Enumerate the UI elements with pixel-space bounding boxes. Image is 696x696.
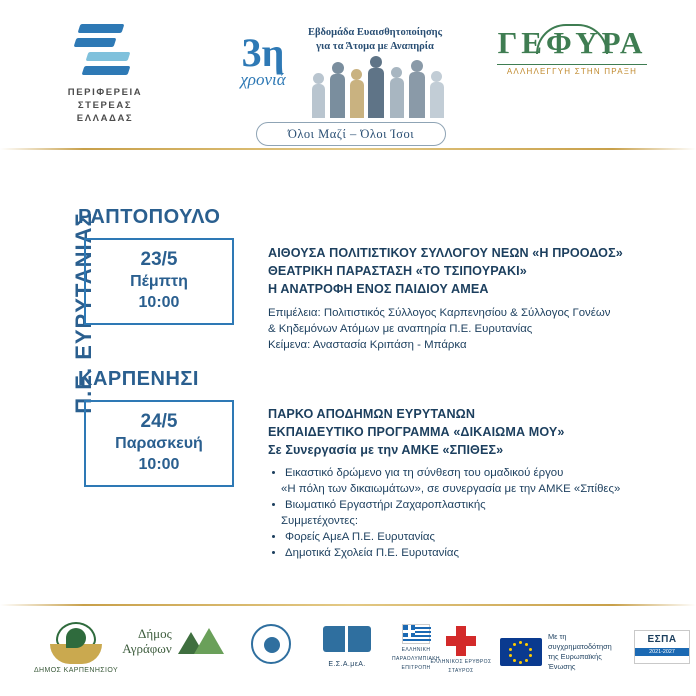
esamea-book-icon [323, 624, 371, 660]
region-unit-label: Π.Ε. ΕΥΡΥΤΑΝΙΑΣ [71, 212, 96, 414]
section-1-time: 10:00 [138, 294, 180, 311]
section-1-detail-3: Κείμενα: Αναστασία Κριπάση - Μπάρκα [268, 339, 467, 351]
footer-logos [0, 612, 696, 696]
campaign-motto: Όλοι Μαζί – Όλοι Ίσοι [256, 122, 446, 146]
bottom-gold-divider [0, 604, 696, 606]
section-2-headline-3: Σε Συνεργασία με την ΑΜΚΕ «ΣΠΙΘΕΣ» [268, 443, 504, 457]
red-cross-caption: ΕΛΛΗΝΙΚΟΣ ΕΡΥΘΡΟΣ ΣΤΑΥΡΟΣ [430, 659, 492, 674]
esamea-caption: Ε.Σ.Α.μεΑ. [328, 661, 366, 668]
campaign-title: Εβδομάδα Ευαισθητοποίησης για τα Άτομα με Αναπηρία [307, 27, 443, 52]
list-item: • Βιωματικό Εργαστήρι Ζαχαροπλαστικής [285, 497, 668, 513]
section-1-headline-1: ΑΙΘΟΥΣΑ ΠΟΛΙΤΙΣΤΙΚΟΥ ΣΥΛΛΟΓΟΥ ΝΕΩΝ «Η ΠΡΟΟΔΟΣ» [268, 246, 623, 260]
section-1-detail-2: & Κηδεμόνων Ατόμων με αναπηρία Π.Ε. Ευρυτανίας [268, 323, 533, 335]
dimos-agrafon-line2: Αγράφων [122, 641, 172, 656]
people-silhouettes-icon [310, 56, 460, 118]
dimos-agrafon-line1: Δήμος [137, 626, 172, 641]
espa-logo [634, 630, 690, 664]
bee-circle-icon [251, 624, 291, 664]
espa-period: 2021-2027 [635, 648, 689, 656]
gefyra-divider [497, 64, 647, 65]
section-1-detail-1: Επιμέλεια: Πολιτιστικός Σύλλογος Καρπενησίου & Σύλλογος Γονέων [268, 307, 611, 319]
region-logo-text: ΠΕΡΙΦΕΡΕΙΑ ΣΤΕΡΕΑΣ ΕΛΛΑΔΑΣ [67, 87, 143, 124]
section-1-content [268, 244, 668, 353]
list-item-cont: «Η πόλη των δικαιωμάτων», σε συνεργασία με την ΑΜΚΕ «Σπίθες» [281, 483, 621, 495]
section-2-datebox [84, 400, 234, 487]
red-cross-icon [444, 624, 478, 658]
mountains-icon [178, 628, 224, 654]
section-2-bullets [268, 465, 668, 561]
anniversary-word: χρονιά [240, 70, 286, 89]
anniversary-badge [224, 30, 302, 90]
anniversary-number: 3η [241, 30, 285, 75]
eu-flag-icon [500, 638, 542, 666]
section-1-details [268, 305, 668, 353]
list-item: • Δημοτικά Σχολεία Π.Ε. Ευρυτανίας [285, 545, 668, 561]
list-item: • Εικαστικό δρώμενο για τη σύνθεση του ομαδικού έργου [285, 465, 668, 481]
list-item: • Φορείς ΑμεΑ Π.Ε. Ευρυτανίας [285, 529, 668, 545]
section-1-place: ΡΑΠΤΟΠΟΥΛΟ [78, 206, 221, 228]
section-2-time: 10:00 [138, 456, 180, 473]
list-item-cont: Συμμετέχοντες: [281, 515, 358, 527]
section-1-weekday: Πέμπτη [130, 273, 188, 290]
section-2-content [268, 405, 668, 561]
espa-box [634, 630, 690, 664]
section-1-date: 23/5 [140, 249, 178, 270]
top-gold-divider [0, 148, 696, 150]
esamea-logo [308, 624, 386, 669]
section-2-date: 24/5 [140, 411, 178, 432]
gefyra-subtitle: ΑΛΛΗΛΕΓΓΥΗ ΣΤΗΝ ΠΡΑΞΗ [506, 67, 638, 76]
section-1-headline-3: Η ΑΝΑΤΡΟΦΗ ΕΝΟΣ ΠΑΙΔΙΟΥ ΑΜΕΑ [268, 282, 489, 296]
karpenisi-crest-icon [48, 622, 104, 666]
dimos-agrafon-logo [118, 626, 228, 656]
region-mark-icon [73, 22, 137, 80]
eu-cofunding-logo [500, 632, 630, 672]
gefyra-wordmark: ΓΕΦΥΡΑ [497, 25, 647, 60]
espa-label: ΕΣΠΑ [647, 634, 677, 645]
section-2-place: ΚΑΡΠΕΝΗΣΙ [78, 368, 199, 390]
section-1-headline-2: ΘΕΑΤΡΙΚΗ ΠΑΡΑΣΤΑΣΗ «ΤΟ ΤΣΙΠΟΥΡΑΚΙ» [268, 264, 527, 278]
section-2-headline-2: ΕΚΠΑΙΔΕΥΤΙΚΟ ΠΡΟΓΡΑΜΜΑ «ΔΙΚΑΙΩΜΑ ΜΟΥ» [268, 425, 565, 439]
eu-cofunding-text [548, 632, 630, 672]
eu-text-line1: Με τη συγχρηματοδότηση [548, 632, 612, 651]
paralympic-caption: ΕΛΛΗΝΙΚΗ ΠΑΡΑΟΛΥΜΠΙΑΚΗ ΕΠΙΤΡΟΠΗ [392, 647, 440, 671]
dimos-karpenisiou-caption: ΔΗΜΟΣ ΚΑΡΠΕΝΗΣΙΟΥ [33, 667, 119, 674]
section-1-datebox [84, 238, 234, 325]
dimos-karpenisiou-logo [24, 622, 128, 675]
section-2-weekday: Παρασκευή [115, 435, 203, 452]
section-2-headline-1: ΠΑΡΚΟ ΑΠΟΔΗΜΩΝ ΕΥΡΥΤΑΝΩΝ [268, 407, 476, 421]
erythros-stavros-logo [420, 624, 502, 676]
perifereia-stereas-elladas-logo [40, 22, 170, 125]
header-band [0, 0, 696, 150]
gefyra-logo [482, 26, 662, 76]
campaign-emblem [218, 12, 480, 142]
melissa-logo [240, 624, 302, 664]
eu-text-line2: της Ευρωπαϊκής Ένωσης [548, 652, 602, 671]
